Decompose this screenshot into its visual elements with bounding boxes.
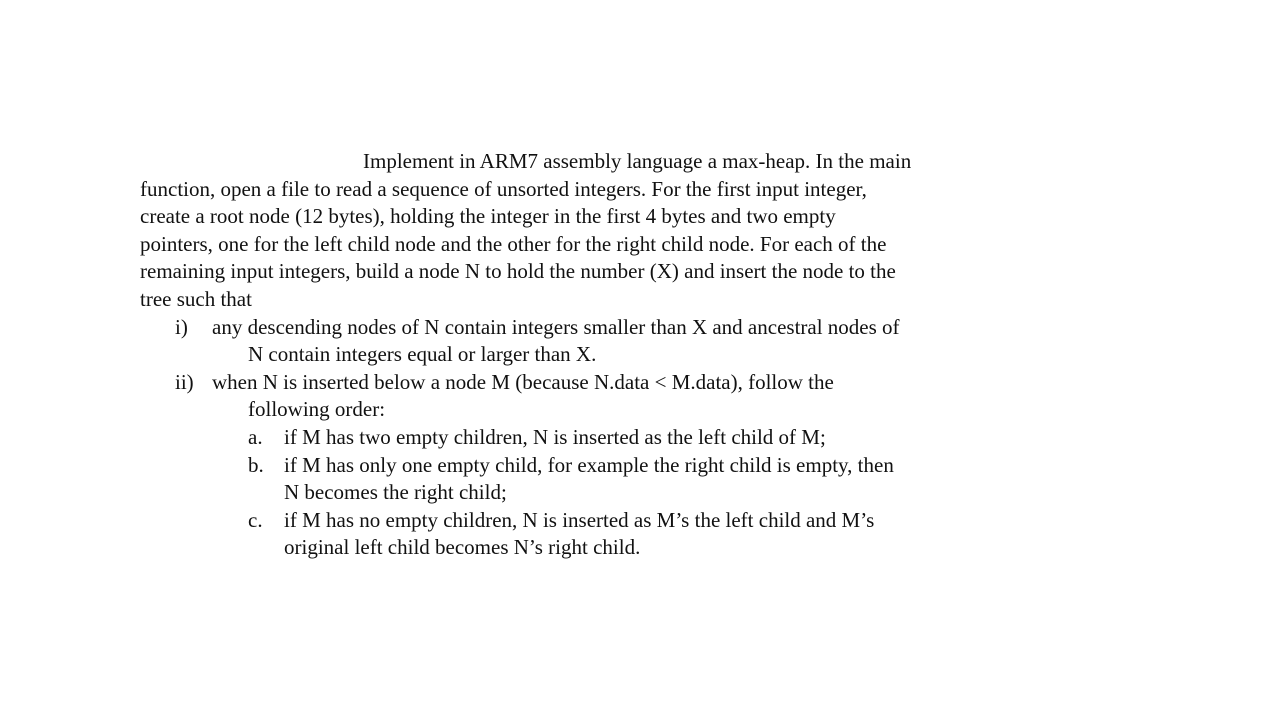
intro-line: pointers, one for the left child node and the other for the right child node. For each of the [140,231,887,256]
intro-line: create a root node (12 bytes), holding the integer in the first 4 bytes and two empty [140,204,836,229]
rule-line: following order: [248,397,386,422]
subrule-line: if M has only one empty child, for example the right child is empty, then [284,452,894,477]
intro-paragraph [140,148,1020,314]
subrule-marker: a. [248,424,263,449]
rule-item-ii [140,369,1020,424]
intro-line: tree such that [140,286,252,311]
rule-line: any descending nodes of N contain integers smaller than X and ancestral nodes of [212,314,900,339]
subrule-marker: c. [248,507,263,532]
subrule-item-a [140,424,1020,452]
intro-line: Implement in ARM7 assembly language a max-heap. In the main [363,149,912,173]
rule-marker: i) [175,314,188,339]
rule-item-i [140,314,1020,369]
rule-marker: ii) [175,369,194,394]
rule-line: N contain integers equal or larger than X. [248,342,597,367]
rule-line: when N is inserted below a node M (because N.data < M.data), follow the [212,369,834,394]
subrule-marker: b. [248,452,264,477]
subrule-line: if M has no empty children, N is inserted as M’s the left child and M’s [284,507,875,532]
intro-line: remaining input integers, build a node N to hold the number (X) and insert the node to the [140,259,896,284]
assignment-text [140,148,1020,562]
subrule-line: N becomes the right child; [284,480,507,505]
subrule-item-c [140,507,1020,562]
subrule-item-b [140,452,1020,507]
intro-line: function, open a file to read a sequence of unsorted integers. For the first input integer, [140,176,867,201]
subrule-line: if M has two empty children, N is inserted as the left child of M; [284,424,826,449]
subrule-line: original left child becomes N’s right child. [284,535,641,560]
